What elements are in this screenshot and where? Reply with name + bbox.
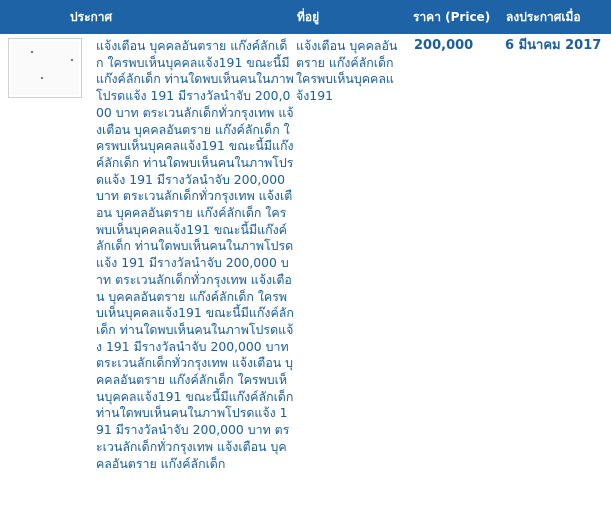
header-posted: ลงประกาศเมื่อ xyxy=(506,10,581,24)
listing-description[interactable]: แจ้งเตือน บุคคลอันตราย แก๊งค์ลักเด็ก ใครพบเห็นบุคคลแจ้ง191 ขณะนี้มีแก๊งค์ลักเด็ก ท่านใดพบเห็นคนในภาพโปรดแจ้ง 191 มีรางวัลนำจับ 200,000 บาท ตระเวนลักเด็กทั่วกรุงเทพ แจ้งเตือน บุคคลอันตราย แก๊งค์ลักเด็ก ใครพบเห็นบุคคลแจ้ง191 ขณะนี้มีแก๊งค์ลักเด็ก ท่านใดพบเห็นคนในภาพโปรดแจ้ง 191 มีรางวัลนำจับ 200,000 บาท ตระเวนลักเด็กทั่วกรุงเทพ แจ้งเตือน บุคคลอันตราย แก๊งค์ลักเด็ก ใครพบเห็นบุคคลแจ้ง191 ขณะนี้มีแก๊งค์ลักเด็ก ท่านใดพบเห็นคนในภาพโปรดแจ้ง 191 มีรางวัลนำจับ 200,000 บาท ตระเวนลักเด็กทั่วกรุงเทพ แจ้งเตือน บุคคลอันตราย แก๊งค์ลักเด็ก ใครพบเห็นบุคคลแจ้ง191 ขณะนี้มีแก๊งค์ลักเด็ก ท่านใดพบเห็นคนในภาพโปรดแจ้ง 191 มีรางวัลนำจับ 200,000 บาท ตระเวนลักเด็กทั่วกรุงเทพ แจ้งเตือน บุคคลอันตราย แก๊งค์ลักเด็ก ใครพบเห็นบุคคลแจ้ง191 ขณะนี้มีแก๊งค์ลักเด็ก ท่านใดพบเห็นคนในภาพโปรดแจ้ง 191 มีรางวัลนำจับ 200,000 บาท ตระเวนลักเด็กทั่วกรุงเทพ แจ้งเตือน บุคคลอันตราย แก๊งค์ลักเด็ก xyxy=(96,38,294,471)
listing-address: แจ้งเตือน บุคคลอันตราย แก๊งค์ลักเด็ก ใครพบเห็นบุคคลแจ้ง191 xyxy=(296,38,398,104)
header-announce: ประกาศ xyxy=(70,10,113,24)
header-address: ที่อยู่ xyxy=(297,10,320,24)
thumbnail-image xyxy=(11,41,79,95)
listing-price: 200,000 xyxy=(414,38,474,53)
header-price: ราคา (Price) xyxy=(413,10,491,24)
listing-thumbnail[interactable] xyxy=(8,38,82,98)
table-header xyxy=(0,0,611,34)
listing-posted-date: 6 มีนาคม 2017 xyxy=(505,38,602,53)
